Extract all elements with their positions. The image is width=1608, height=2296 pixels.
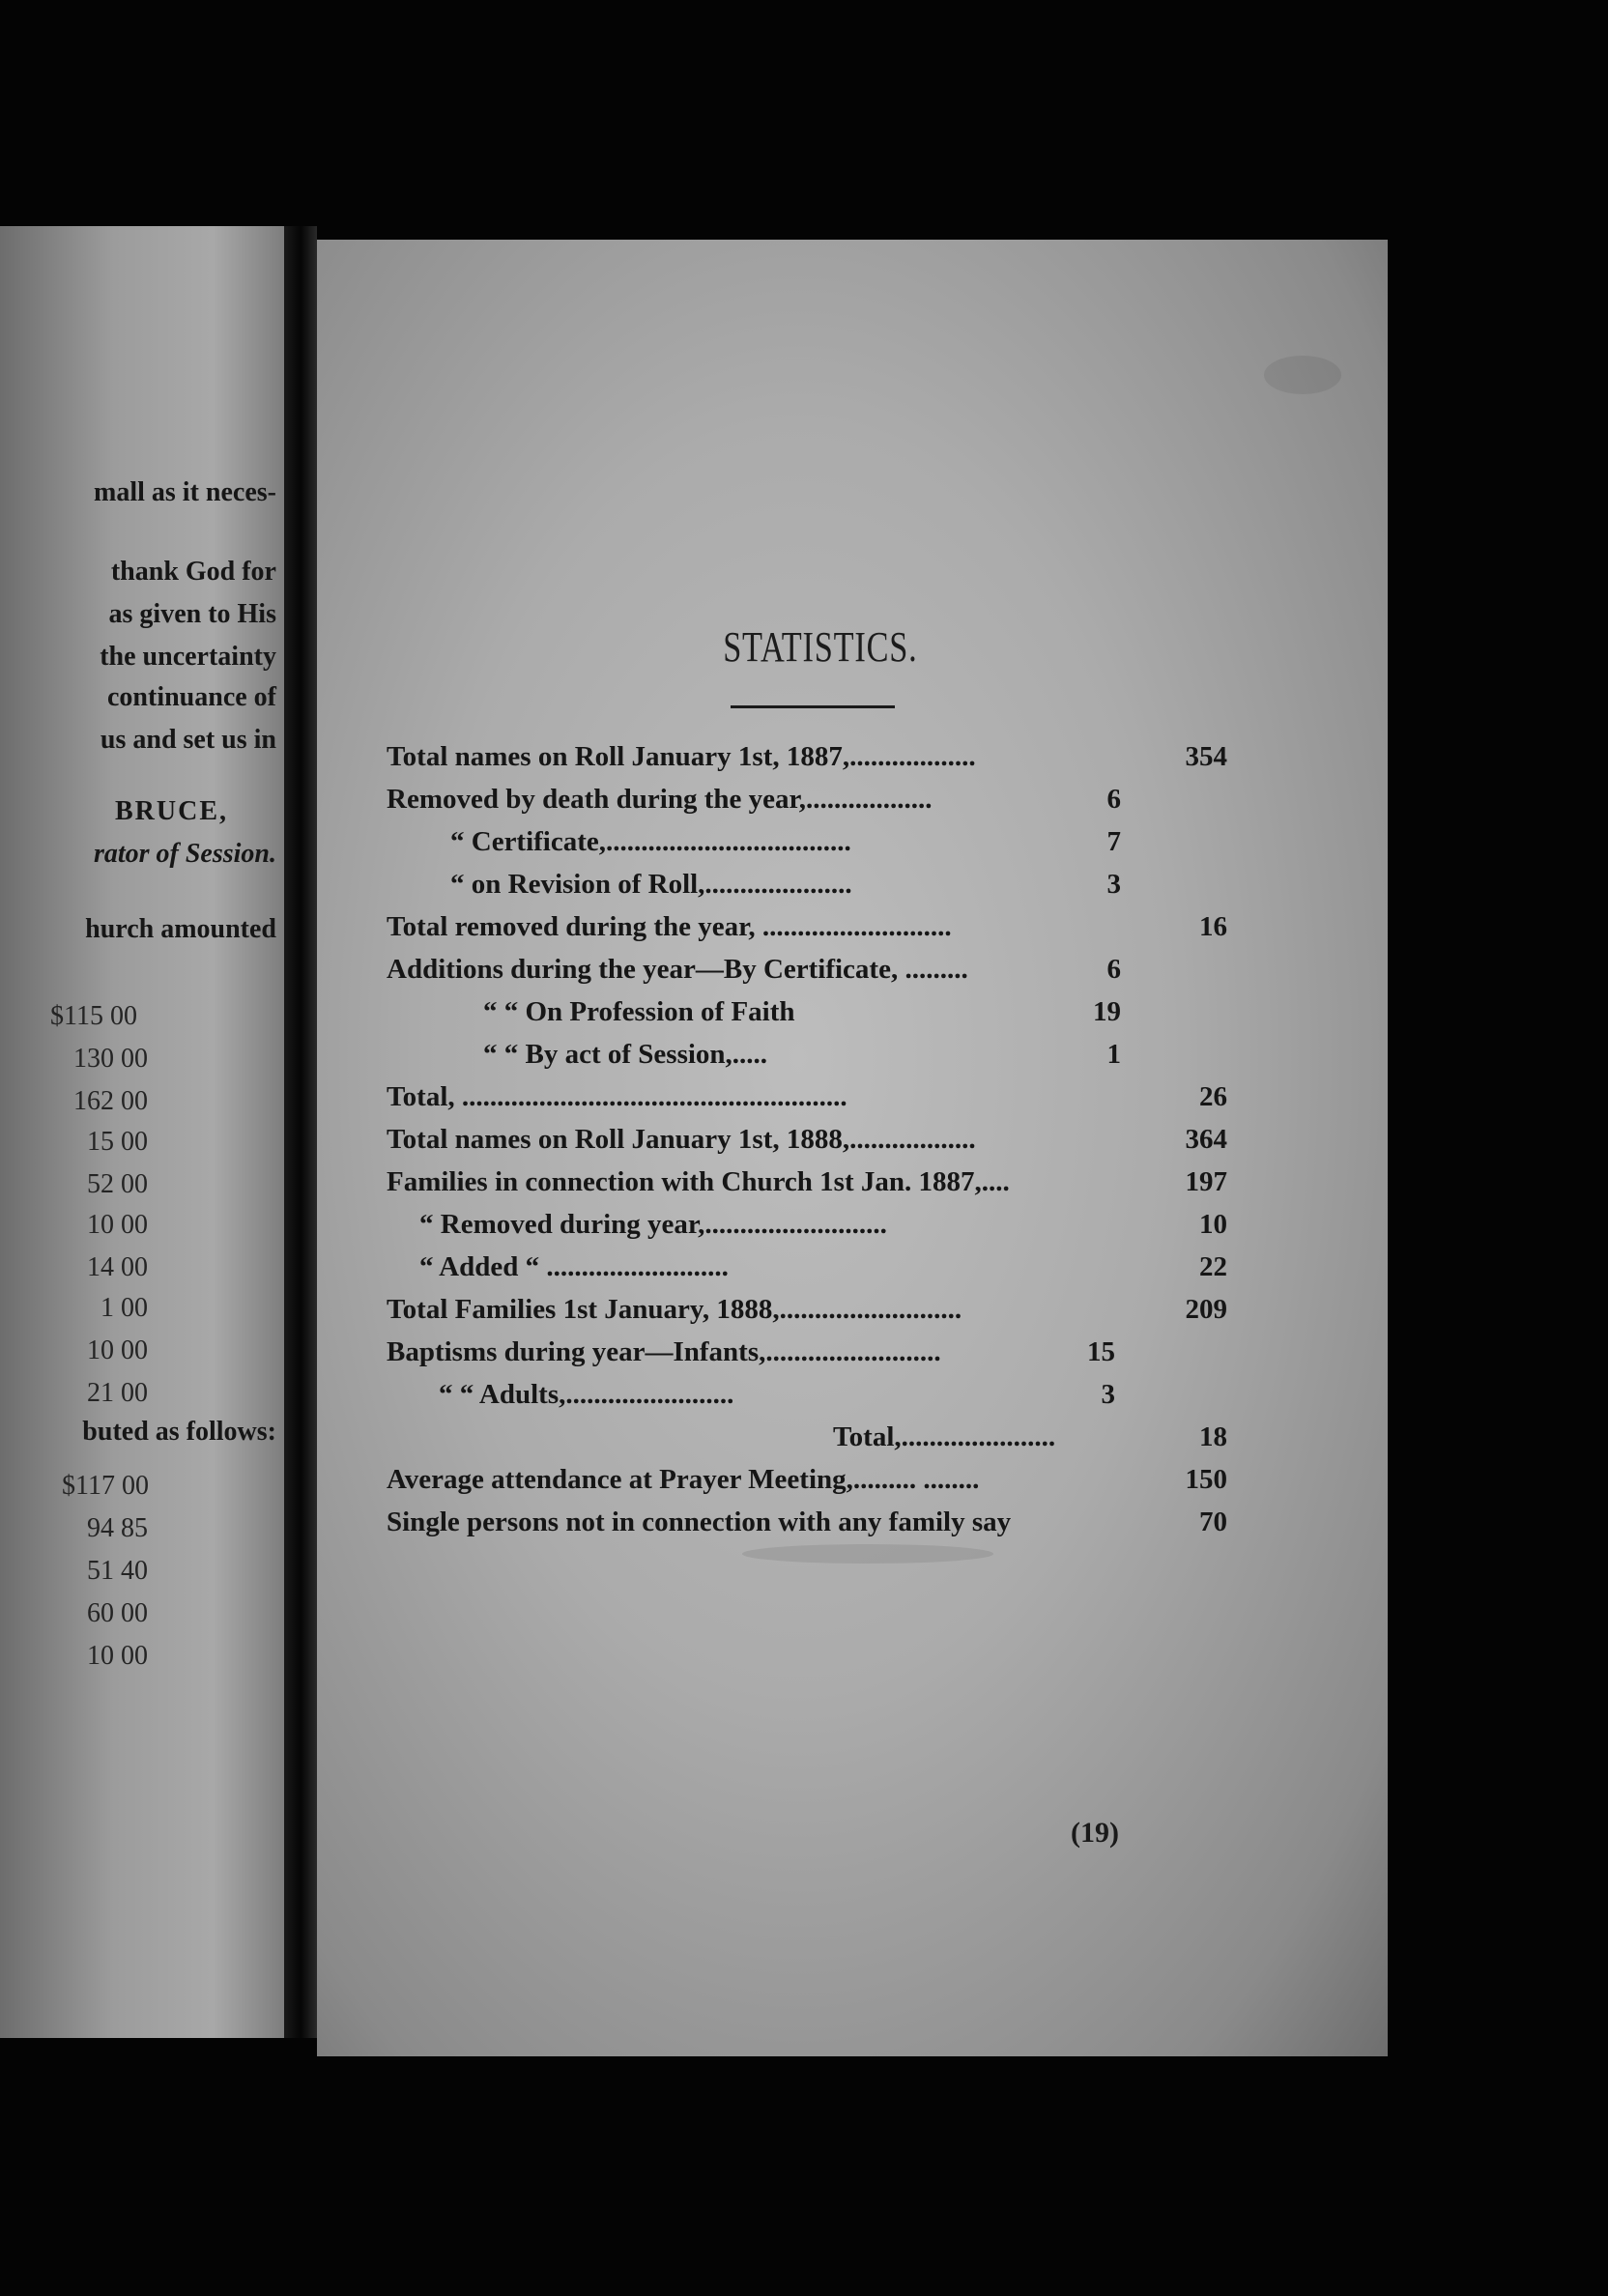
stat-label: “ on Revision of Roll,..................... bbox=[450, 869, 852, 900]
stat-row bbox=[387, 820, 1276, 863]
stat-subvalue: 6 bbox=[1106, 954, 1121, 985]
stat-row bbox=[387, 1288, 1276, 1331]
stat-row bbox=[387, 905, 1276, 948]
stat-label: “ Certificate,................................... bbox=[450, 826, 851, 857]
amount: 10 00 bbox=[87, 1210, 148, 1240]
left-text-line: continuance of bbox=[107, 682, 276, 712]
amount: 14 00 bbox=[87, 1252, 148, 1282]
stat-subvalue: 15 bbox=[1087, 1336, 1115, 1367]
amount: 21 00 bbox=[87, 1378, 148, 1408]
stat-label: Total names on Roll January 1st, 1888,.................. bbox=[387, 1124, 976, 1155]
stat-label: Families in connection with Church 1st Jan. 1887,.... bbox=[387, 1166, 1010, 1197]
amount: 162 00 bbox=[73, 1086, 148, 1116]
stat-total: 354 bbox=[1185, 741, 1227, 772]
stat-label: “ Removed during year,.......................... bbox=[419, 1209, 887, 1240]
amount: 10 00 bbox=[87, 1641, 148, 1671]
stat-row bbox=[387, 1118, 1276, 1161]
page-title: STATISTICS. bbox=[723, 623, 918, 671]
stat-row bbox=[387, 1331, 1276, 1373]
stat-row bbox=[387, 1203, 1276, 1246]
stat-label: Total,...................... bbox=[833, 1421, 1056, 1452]
stat-label: Total names on Roll January 1st, 1887,.................. bbox=[387, 741, 976, 772]
stat-label: “ “ On Profession of Faith bbox=[483, 996, 795, 1027]
stat-subvalue: 1 bbox=[1106, 1039, 1121, 1070]
amount: 10 00 bbox=[87, 1335, 148, 1365]
stat-row bbox=[387, 1033, 1276, 1076]
stat-row bbox=[387, 1076, 1276, 1118]
stat-subvalue: 19 bbox=[1093, 996, 1121, 1027]
stat-label: “ Added “ .......................... bbox=[419, 1251, 729, 1282]
stat-total: 209 bbox=[1185, 1294, 1227, 1325]
stat-label: “ “ By act of Session,..... bbox=[483, 1039, 768, 1070]
stat-subvalue: 3 bbox=[1106, 869, 1121, 900]
signature-title: rator of Session. bbox=[93, 839, 276, 869]
amount: 1 00 bbox=[100, 1293, 148, 1323]
stat-subvalue: 6 bbox=[1106, 784, 1121, 815]
stat-subvalue: 3 bbox=[1101, 1379, 1115, 1410]
left-text-line: the uncertainty bbox=[100, 642, 276, 672]
stat-total: 18 bbox=[1199, 1421, 1227, 1452]
distribution-heading: buted as follows: bbox=[82, 1417, 276, 1447]
signature-name: BRUCE, bbox=[114, 796, 228, 826]
left-text-line: mall as it neces- bbox=[94, 477, 276, 507]
left-page bbox=[0, 226, 284, 2038]
stat-label: Total removed during the year, ........................... bbox=[387, 911, 952, 942]
stat-label: Baptisms during year—Infants,......................... bbox=[387, 1336, 941, 1367]
right-page bbox=[317, 240, 1388, 2056]
left-text-line: as given to His bbox=[108, 599, 276, 629]
statistics-table bbox=[387, 735, 1276, 1543]
stat-subvalue: 7 bbox=[1106, 826, 1121, 857]
stat-row bbox=[387, 1416, 1276, 1458]
left-text-line: thank God for bbox=[110, 557, 276, 587]
left-text-line: us and set us in bbox=[100, 725, 276, 755]
stat-row bbox=[387, 778, 1276, 820]
stat-label: Additions during the year—By Certificate, ......... bbox=[387, 954, 968, 985]
amount: 15 00 bbox=[87, 1127, 148, 1157]
stat-row bbox=[387, 1373, 1276, 1416]
amount: 52 00 bbox=[87, 1169, 148, 1199]
book-gutter bbox=[284, 226, 317, 2038]
stat-row bbox=[387, 1246, 1276, 1288]
paper-smudge bbox=[742, 1544, 993, 1564]
amount: $115 00 bbox=[50, 1001, 137, 1031]
page-number: (19) bbox=[1071, 1817, 1119, 1849]
paper-smudge bbox=[1264, 356, 1341, 394]
stat-row bbox=[387, 735, 1276, 778]
stat-label: Removed by death during the year,.................. bbox=[387, 784, 933, 815]
stat-label: Average attendance at Prayer Meeting,......... ........ bbox=[387, 1464, 980, 1495]
amount: 130 00 bbox=[73, 1044, 148, 1074]
stat-total: 26 bbox=[1199, 1081, 1227, 1112]
stat-total: 22 bbox=[1199, 1251, 1227, 1282]
stat-row bbox=[387, 1501, 1276, 1543]
amount: 51 40 bbox=[87, 1556, 148, 1586]
stat-row bbox=[387, 863, 1276, 905]
stat-total: 70 bbox=[1199, 1507, 1227, 1537]
stat-label: “ “ Adults,........................ bbox=[439, 1379, 734, 1410]
stat-row bbox=[387, 1161, 1276, 1203]
title-rule bbox=[731, 705, 895, 708]
stat-label: Total, ....................................................... bbox=[387, 1081, 847, 1112]
stat-total: 16 bbox=[1199, 911, 1227, 942]
stat-row bbox=[387, 1458, 1276, 1501]
stat-row bbox=[387, 990, 1276, 1033]
stat-row bbox=[387, 948, 1276, 990]
stat-label: Total Families 1st January, 1888,.......................... bbox=[387, 1294, 962, 1325]
stat-label: Single persons not in connection with any family say bbox=[387, 1507, 1012, 1537]
stat-total: 197 bbox=[1185, 1166, 1227, 1197]
amount: 60 00 bbox=[87, 1598, 148, 1628]
stat-total: 364 bbox=[1185, 1124, 1227, 1155]
stat-total: 10 bbox=[1199, 1209, 1227, 1240]
amount: $117 00 bbox=[62, 1471, 149, 1501]
amount: 94 85 bbox=[87, 1513, 148, 1543]
stat-total: 150 bbox=[1185, 1464, 1227, 1495]
left-text-line: hurch amounted bbox=[85, 914, 276, 944]
